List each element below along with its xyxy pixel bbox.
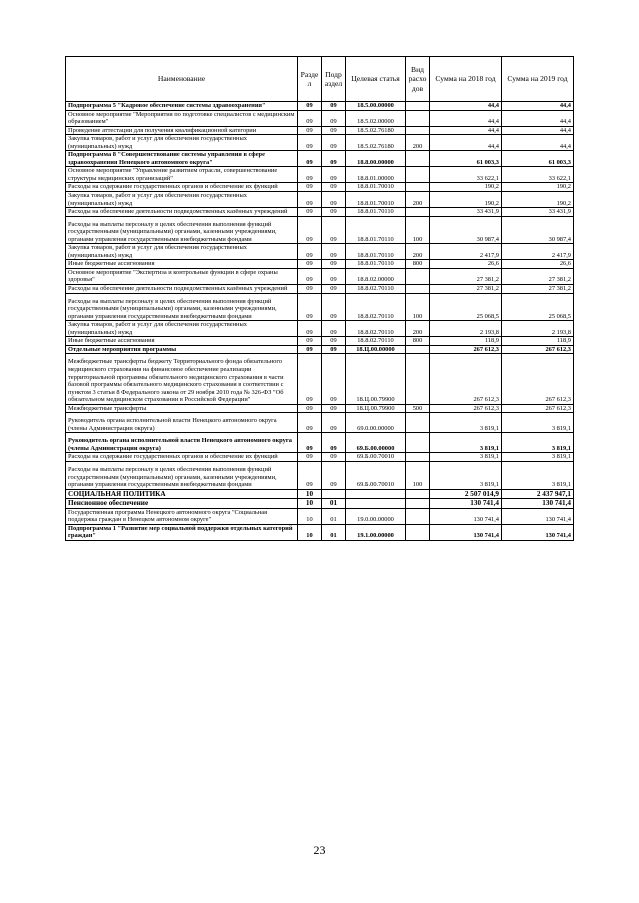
- cell-name: Закупка товаров, работ и услуг для обеспечения государственных (муниципальных) нужд: [66, 192, 298, 208]
- cell-vid: 200: [406, 321, 430, 337]
- cell-sum-2018: 267 612,3: [430, 354, 502, 404]
- cell-vid: [406, 102, 430, 111]
- cell-podrazdel: 09: [322, 216, 346, 244]
- table-row: [66, 244, 574, 260]
- cell-sum-2018: 3 819,1: [430, 433, 502, 453]
- cell-sum-2019: 44,4: [502, 102, 574, 111]
- cell-razdel: 09: [298, 208, 322, 217]
- cell-sum-2019: 44,4: [502, 126, 574, 135]
- cell-razdel: 09: [298, 183, 322, 192]
- header-article: Целевая статья: [346, 57, 406, 102]
- table-row: [66, 192, 574, 208]
- cell-sum-2018: 33 431,9: [430, 208, 502, 217]
- cell-sum-2019: 267 612,3: [502, 404, 574, 413]
- table-row: [66, 321, 574, 337]
- cell-name: Подпрограмма 8 "Совершенствование системы управления в сфере здравоохранения Ненецкого автономного округа": [66, 151, 298, 167]
- cell-vid: 200: [406, 192, 430, 208]
- table-row: [66, 433, 574, 453]
- cell-razdel: 09: [298, 126, 322, 135]
- cell-razdel: 09: [298, 110, 322, 126]
- cell-vid: [406, 453, 430, 462]
- cell-sum-2018: 267 612,3: [430, 345, 502, 354]
- cell-sum-2019: 2 437 947,1: [502, 489, 574, 498]
- cell-sum-2019: 267 612,3: [502, 345, 574, 354]
- cell-article: 18.8.02.00000: [346, 268, 406, 284]
- cell-sum-2018: 3 819,1: [430, 413, 502, 433]
- cell-razdel: 09: [298, 102, 322, 111]
- cell-vid: [406, 413, 430, 433]
- cell-name: Расходы на обеспечение деятельности подведомственных казённых учреждений: [66, 285, 298, 294]
- cell-article: 18.8.02.70110: [346, 293, 406, 321]
- cell-podrazdel: 09: [322, 268, 346, 284]
- cell-article: 69.Б.00.70010: [346, 461, 406, 489]
- cell-sum-2019: 61 003,3: [502, 151, 574, 167]
- cell-article: 18.8.02.70110: [346, 321, 406, 337]
- cell-sum-2019: 2 417,9: [502, 244, 574, 260]
- cell-sum-2018: 130 741,4: [430, 524, 502, 540]
- cell-podrazdel: 09: [322, 321, 346, 337]
- cell-article: 18.Ц.00.00000: [346, 345, 406, 354]
- cell-name: Расходы на обеспечение деятельности подведомственных казённых учреждений: [66, 208, 298, 217]
- cell-razdel: 09: [298, 216, 322, 244]
- table-row: [66, 260, 574, 269]
- cell-sum-2018: 130 741,4: [430, 508, 502, 524]
- cell-sum-2018: 44,4: [430, 110, 502, 126]
- table-row: [66, 208, 574, 217]
- cell-vid: [406, 489, 430, 498]
- cell-razdel: 09: [298, 151, 322, 167]
- cell-sum-2019: 3 819,1: [502, 461, 574, 489]
- cell-sum-2018: 2 417,9: [430, 244, 502, 260]
- table-row: [66, 151, 574, 167]
- cell-name: Расходы на выплаты персоналу в целях обеспечения выполнения функций государственными (муниципальными) органами, казенными учреждениями, органами управления государственными внебюджетными фондами: [66, 461, 298, 489]
- table-row: [66, 293, 574, 321]
- cell-sum-2019: 33 622,1: [502, 167, 574, 183]
- cell-name: СОЦИАЛЬНАЯ ПОЛИТИКА: [66, 489, 298, 498]
- cell-razdel: 10: [298, 489, 322, 498]
- cell-razdel: 09: [298, 244, 322, 260]
- table-row: [66, 345, 574, 354]
- cell-razdel: 09: [298, 321, 322, 337]
- cell-name: Основное мероприятие "Мероприятия по подготовке специалистов с медицинским образованием": [66, 110, 298, 126]
- table-row: [66, 489, 574, 498]
- cell-razdel: 09: [298, 268, 322, 284]
- cell-razdel: 09: [298, 167, 322, 183]
- header-sum-2018: Сумма на 2018 год: [430, 57, 502, 102]
- cell-name: Иные бюджетные ассигнования: [66, 260, 298, 269]
- cell-name: Межбюджетные трансферты бюджету Территориального фонда обязательного медицинского страхования на финансовое обеспечение реализации территориальной программы обязательного медицинского страхования в части базовой программы обязательного медицинского страхования в соответствии с пунктом 3 статьи 8 Федерального закона от 29 ноября 2010 года № 326-ФЗ "Об обязательном медицинском страховании в Российской Федерации": [66, 354, 298, 404]
- table-header-row: [66, 57, 574, 102]
- cell-article: 18.8.01.70110: [346, 244, 406, 260]
- cell-sum-2018: 26,6: [430, 260, 502, 269]
- cell-article: 18.5.00.00000: [346, 102, 406, 111]
- cell-vid: [406, 167, 430, 183]
- table-row: [66, 508, 574, 524]
- table-body: [66, 102, 574, 541]
- cell-razdel: 09: [298, 354, 322, 404]
- cell-sum-2019: 30 987,4: [502, 216, 574, 244]
- cell-name: Межбюджетные трансферты: [66, 404, 298, 413]
- cell-podrazdel: 09: [322, 433, 346, 453]
- table-row: [66, 413, 574, 433]
- cell-article: 18.5.02.76180: [346, 126, 406, 135]
- cell-razdel: 09: [298, 260, 322, 269]
- cell-article: 18.Ц.00.79900: [346, 404, 406, 413]
- cell-razdel: 09: [298, 285, 322, 294]
- table-row: [66, 110, 574, 126]
- cell-podrazdel: 09: [322, 102, 346, 111]
- cell-podrazdel: 01: [322, 508, 346, 524]
- cell-article: 18.5.02.76180: [346, 135, 406, 151]
- cell-name: Государственная программа Ненецкого автономного округа "Социальная поддержка граждан в Ненецком автономном округе": [66, 508, 298, 524]
- cell-sum-2019: 3 819,1: [502, 433, 574, 453]
- cell-podrazdel: 09: [322, 126, 346, 135]
- cell-name: Расходы на выплаты персоналу в целях обеспечения выполнения функций государственными (муниципальными) органами, казенными учреждениями, органами управления государственными внебюджетными фондами: [66, 216, 298, 244]
- cell-sum-2019: 130 741,4: [502, 524, 574, 540]
- cell-podrazdel: 09: [322, 413, 346, 433]
- cell-sum-2019: 44,4: [502, 110, 574, 126]
- cell-article: 18.Ц.00.79900: [346, 354, 406, 404]
- table-row: [66, 337, 574, 346]
- cell-vid: [406, 285, 430, 294]
- cell-podrazdel: 09: [322, 453, 346, 462]
- cell-razdel: 09: [298, 192, 322, 208]
- cell-sum-2018: 44,4: [430, 126, 502, 135]
- cell-sum-2019: 26,6: [502, 260, 574, 269]
- cell-sum-2019: 267 612,3: [502, 354, 574, 404]
- cell-sum-2019: 2 193,8: [502, 321, 574, 337]
- cell-podrazdel: 09: [322, 151, 346, 167]
- cell-article: 18.8.01.70010: [346, 192, 406, 208]
- cell-podrazdel: 09: [322, 244, 346, 260]
- cell-podrazdel: 09: [322, 192, 346, 208]
- cell-razdel: 09: [298, 345, 322, 354]
- cell-podrazdel: 09: [322, 110, 346, 126]
- cell-sum-2019: 118,9: [502, 337, 574, 346]
- cell-razdel: 09: [298, 293, 322, 321]
- cell-podrazdel: 09: [322, 208, 346, 217]
- cell-article: 18.5.02.00000: [346, 110, 406, 126]
- header-sum-2019: Сумма на 2019 год: [502, 57, 574, 102]
- table-row: [66, 135, 574, 151]
- cell-vid: 100: [406, 461, 430, 489]
- cell-name: Проведение аттестации для получения квалификационной категории: [66, 126, 298, 135]
- cell-vid: 100: [406, 216, 430, 244]
- cell-razdel: 10: [298, 508, 322, 524]
- cell-name: Подпрограмма 1 "Развитие мер социальной поддержки отдельных категорий граждан": [66, 524, 298, 540]
- cell-article: 69.Б.00.00000: [346, 433, 406, 453]
- cell-podrazdel: 09: [322, 260, 346, 269]
- cell-razdel: 09: [298, 433, 322, 453]
- cell-sum-2019: 130 741,4: [502, 508, 574, 524]
- cell-sum-2018: 2 193,8: [430, 321, 502, 337]
- table-row: [66, 126, 574, 135]
- cell-name: Основное мероприятие "Управление развитием отрасли, совершенствование структуры медицинских организаций": [66, 167, 298, 183]
- cell-sum-2019: 3 819,1: [502, 413, 574, 433]
- cell-podrazdel: 09: [322, 167, 346, 183]
- cell-article: 18.8.01.70110: [346, 260, 406, 269]
- cell-podrazdel: 09: [322, 345, 346, 354]
- cell-sum-2018: 267 612,3: [430, 404, 502, 413]
- cell-article: 18.8.02.70110: [346, 285, 406, 294]
- table-row: [66, 167, 574, 183]
- cell-article: [346, 499, 406, 508]
- cell-vid: 500: [406, 404, 430, 413]
- cell-sum-2019: 3 819,1: [502, 453, 574, 462]
- cell-podrazdel: [322, 489, 346, 498]
- cell-sum-2018: 190,2: [430, 192, 502, 208]
- cell-name: Отдельные мероприятия программы: [66, 345, 298, 354]
- cell-sum-2018: 2 507 014,9: [430, 489, 502, 498]
- cell-sum-2018: 30 987,4: [430, 216, 502, 244]
- cell-article: 18.8.01.70010: [346, 183, 406, 192]
- cell-name: Расходы на выплаты персоналу в целях обеспечения выполнения функций государственными (муниципальными) органами, казенными учреждениями, органами управления государственными внебюджетными фондами: [66, 293, 298, 321]
- cell-vid: 200: [406, 135, 430, 151]
- cell-vid: 200: [406, 244, 430, 260]
- cell-vid: [406, 524, 430, 540]
- cell-vid: 100: [406, 293, 430, 321]
- table-row: [66, 216, 574, 244]
- cell-razdel: 09: [298, 135, 322, 151]
- cell-article: 18.8.00.00000: [346, 151, 406, 167]
- cell-razdel: 09: [298, 337, 322, 346]
- cell-sum-2018: 44,4: [430, 102, 502, 111]
- cell-podrazdel: 09: [322, 183, 346, 192]
- cell-article: 18.8.01.70110: [346, 208, 406, 217]
- cell-vid: 800: [406, 260, 430, 269]
- cell-vid: [406, 208, 430, 217]
- cell-sum-2018: 118,9: [430, 337, 502, 346]
- cell-name: Закупка товаров, работ и услуг для обеспечения государственных (муниципальных) нужд: [66, 321, 298, 337]
- cell-article: 18.8.02.70110: [346, 337, 406, 346]
- cell-podrazdel: 09: [322, 354, 346, 404]
- cell-sum-2018: 3 819,1: [430, 453, 502, 462]
- cell-razdel: 09: [298, 413, 322, 433]
- budget-table: [65, 56, 574, 541]
- cell-article: 19.0.00.00000: [346, 508, 406, 524]
- table-row: [66, 354, 574, 404]
- cell-sum-2018: 33 622,1: [430, 167, 502, 183]
- cell-article: 69.0.00.00000: [346, 413, 406, 433]
- header-podrazdel: Подр аздел: [322, 57, 346, 102]
- table-row: [66, 524, 574, 540]
- cell-sum-2019: 27 381,2: [502, 268, 574, 284]
- cell-sum-2018: 25 068,5: [430, 293, 502, 321]
- cell-article: 18.8.01.70110: [346, 216, 406, 244]
- cell-name: Руководитель органа исполнительной власти Ненецкого автономного округа (члены Администрации округа): [66, 433, 298, 453]
- table-row: [66, 183, 574, 192]
- cell-sum-2018: 44,4: [430, 135, 502, 151]
- cell-name: Закупка товаров, работ и услуг для обеспечения государственных (муниципальных) нужд: [66, 244, 298, 260]
- cell-podrazdel: 09: [322, 293, 346, 321]
- table-row: [66, 499, 574, 508]
- cell-vid: [406, 508, 430, 524]
- cell-vid: [406, 354, 430, 404]
- cell-article: [346, 489, 406, 498]
- cell-name: Руководитель органа исполнительной власти Ненецкого автономного округа (члены Администрации округа): [66, 413, 298, 433]
- cell-name: Пенсионное обеспечение: [66, 499, 298, 508]
- cell-vid: 800: [406, 337, 430, 346]
- cell-sum-2018: 27 381,2: [430, 285, 502, 294]
- cell-name: Подпрограмма 5 "Кадровое обеспечение системы здравоохранения": [66, 102, 298, 111]
- table-row: [66, 285, 574, 294]
- cell-name: Закупка товаров, работ и услуг для обеспечения государственных (муниципальных) нужд: [66, 135, 298, 151]
- cell-razdel: 10: [298, 524, 322, 540]
- cell-sum-2019: 25 068,5: [502, 293, 574, 321]
- cell-sum-2019: 130 741,4: [502, 499, 574, 508]
- header-name: Наименование: [66, 57, 298, 102]
- page-number: 23: [313, 843, 326, 857]
- cell-sum-2018: 130 741,4: [430, 499, 502, 508]
- cell-name: Расходы на содержание государственных органов и обеспечение их функций: [66, 453, 298, 462]
- cell-sum-2019: 190,2: [502, 192, 574, 208]
- table-row: [66, 461, 574, 489]
- table-row: [66, 102, 574, 111]
- table-row: [66, 404, 574, 413]
- cell-razdel: 09: [298, 461, 322, 489]
- cell-sum-2018: 27 381,2: [430, 268, 502, 284]
- cell-sum-2019: 190,2: [502, 183, 574, 192]
- cell-vid: [406, 499, 430, 508]
- cell-vid: [406, 151, 430, 167]
- cell-podrazdel: 09: [322, 285, 346, 294]
- cell-podrazdel: 01: [322, 499, 346, 508]
- cell-podrazdel: 01: [322, 524, 346, 540]
- cell-podrazdel: 09: [322, 404, 346, 413]
- cell-podrazdel: 09: [322, 461, 346, 489]
- cell-sum-2019: 44,4: [502, 135, 574, 151]
- cell-razdel: 10: [298, 499, 322, 508]
- cell-sum-2019: 33 431,9: [502, 208, 574, 217]
- cell-name: Расходы на содержание государственных органов и обеспечение их функций: [66, 183, 298, 192]
- cell-name: Основное мероприятие "Экспертиза и контрольные функции в сфере охраны здоровья": [66, 268, 298, 284]
- cell-vid: [406, 433, 430, 453]
- cell-name: Иные бюджетные ассигнования: [66, 337, 298, 346]
- cell-vid: [406, 345, 430, 354]
- cell-razdel: 09: [298, 404, 322, 413]
- cell-vid: [406, 268, 430, 284]
- cell-vid: [406, 126, 430, 135]
- cell-article: 19.1.00.00000: [346, 524, 406, 540]
- header-razdel: Разде л: [298, 57, 322, 102]
- cell-razdel: 09: [298, 453, 322, 462]
- header-vid: Вид расхо дов: [406, 57, 430, 102]
- cell-sum-2018: 3 819,1: [430, 461, 502, 489]
- cell-podrazdel: 09: [322, 337, 346, 346]
- cell-sum-2018: 61 003,3: [430, 151, 502, 167]
- cell-vid: [406, 183, 430, 192]
- cell-article: 18.8.01.00000: [346, 167, 406, 183]
- cell-podrazdel: 09: [322, 135, 346, 151]
- table-row: [66, 268, 574, 284]
- cell-sum-2018: 190,2: [430, 183, 502, 192]
- table-row: [66, 453, 574, 462]
- cell-article: 69.Б.00.70010: [346, 453, 406, 462]
- cell-sum-2019: 27 381,2: [502, 285, 574, 294]
- cell-vid: [406, 110, 430, 126]
